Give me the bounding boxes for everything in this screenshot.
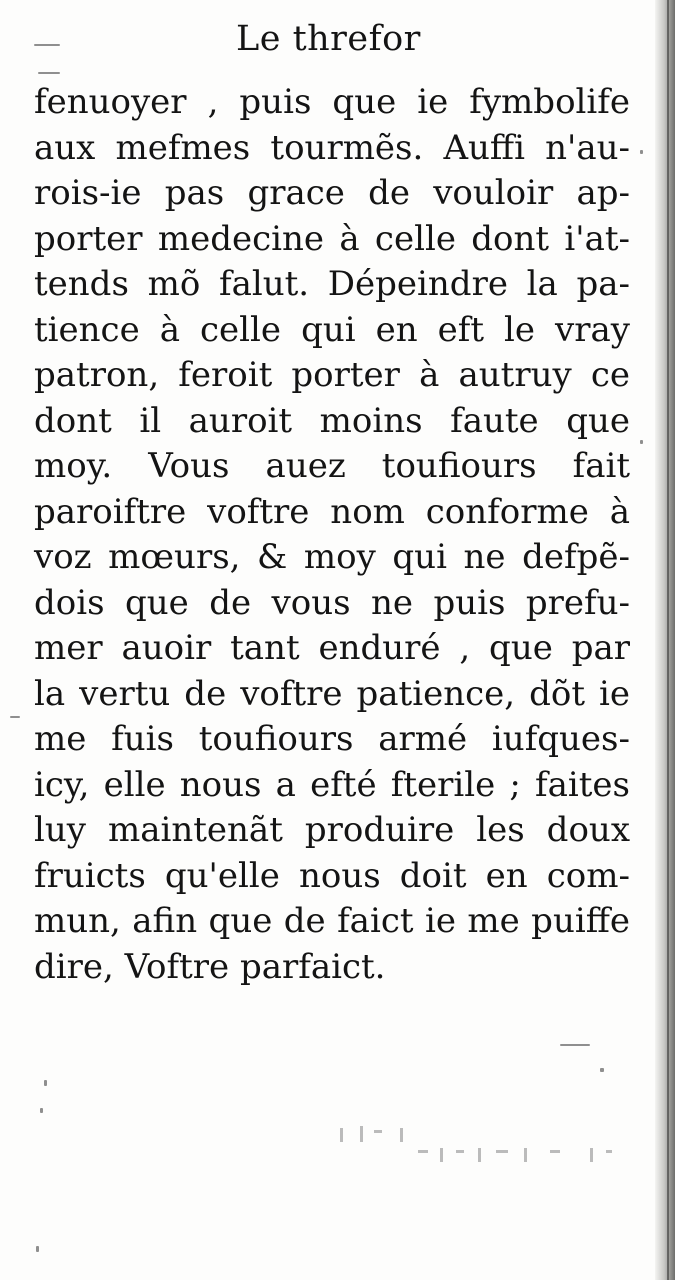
text-line-13: mer auoir tant enduré , que par (34, 628, 630, 668)
ink-speck (44, 1080, 47, 1086)
text-line-20: dire, Voftre parfaict. (34, 946, 386, 987)
ink-speck (34, 44, 60, 46)
text-line-15: me fuis toufiours armé iufques- (34, 719, 630, 759)
bleed-through-marks (300, 1120, 620, 1168)
text-line-12: dois que de vous ne puis prefu- (34, 582, 630, 623)
ink-speck (640, 150, 643, 154)
body-text (34, 80, 630, 990)
text-line-8: dont il auroit moins faute que (34, 400, 630, 441)
text-line-7: patron, feroit porter à autruy ce (34, 355, 630, 395)
ink-speck (10, 716, 20, 718)
binding-edge (667, 0, 669, 1280)
ink-speck (640, 440, 643, 444)
text-line-2: aux mefmes tourmẽs. Auffi n'au- (34, 127, 630, 168)
text-line-17: luy maintenãt produire les doux (34, 810, 630, 850)
text-line-3: rois-ie pas grace de vouloir ap- (34, 173, 630, 213)
ink-speck (560, 1044, 590, 1046)
text-line-5: tends mõ falut. Dépeindre la pa- (34, 264, 630, 304)
text-line-9: moy. Vous auez toufiours fait (34, 446, 630, 486)
ink-speck (600, 1068, 604, 1072)
page-gutter (655, 0, 675, 1280)
text-line-18: fruicts qu'elle nous doit en com- (34, 855, 630, 896)
text-line-10: paroiftre voftre nom conforme à (34, 491, 630, 532)
ink-speck (36, 1246, 39, 1252)
text-line-16: icy, elle nous a efté fterile ; faites (34, 764, 630, 805)
text-line-11: voz mœurs, & moy qui ne defpẽ- (34, 537, 630, 577)
ink-speck (40, 1108, 43, 1113)
text-line-14: la vertu de voftre patience, dõt ie (34, 673, 630, 714)
text-line-6: tience à celle qui en eft le vray (34, 309, 630, 350)
ink-speck (38, 72, 60, 74)
running-head: Le threfor (236, 19, 421, 59)
text-line-19: mun, afin que de faict ie me puiffe (34, 901, 630, 941)
text-line-4: porter medecine à celle dont i'at- (34, 218, 630, 259)
text-line-1: fenuoyer , puis que ie fymbolife (34, 82, 630, 122)
